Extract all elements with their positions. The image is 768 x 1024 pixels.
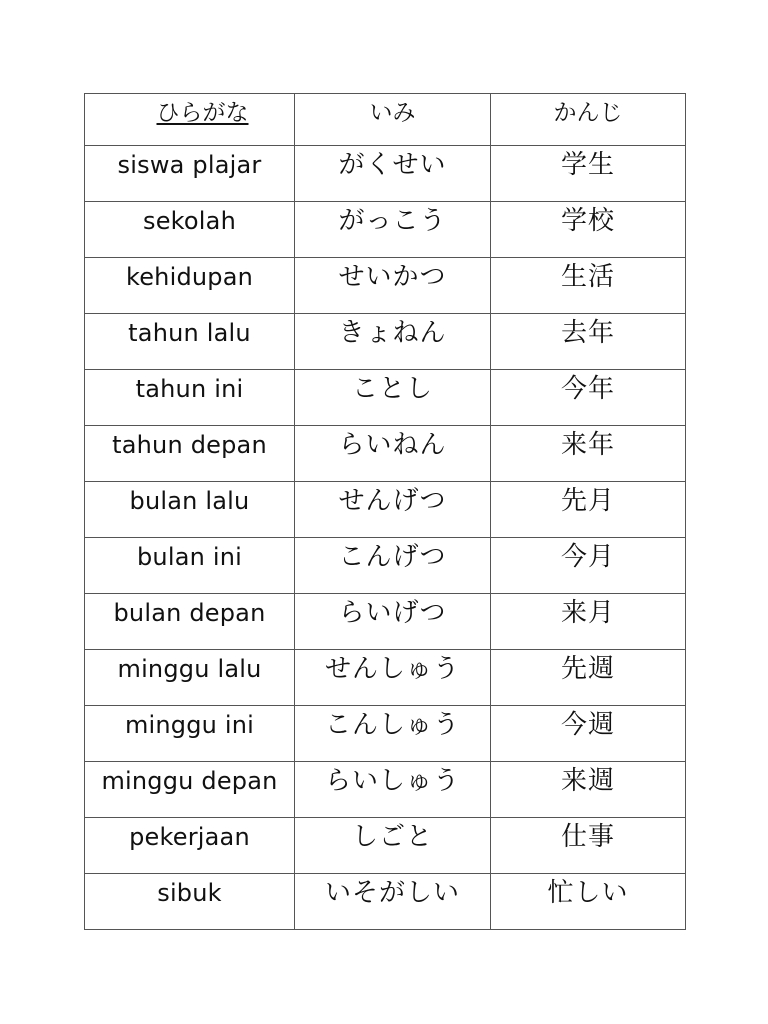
hiragana-cell — [295, 482, 491, 538]
hiragana-cell — [295, 594, 491, 650]
kanji-cell — [491, 594, 686, 650]
kanji-text: 学生 — [560, 150, 615, 180]
meaning-text: kehidupan — [125, 263, 254, 291]
hiragana-cell — [295, 818, 491, 874]
hiragana-text: がっこう — [338, 206, 447, 236]
header-cell-meaning — [295, 94, 491, 146]
meaning-text: pekerjaan — [129, 823, 250, 851]
hiragana-text: ことし — [351, 374, 433, 404]
meaning-text: sibuk — [157, 879, 222, 907]
kanji-text: 学校 — [560, 206, 615, 236]
kanji-text: 来年 — [560, 430, 615, 460]
kanji-text: 忙しい — [547, 878, 629, 908]
hiragana-cell — [295, 426, 491, 482]
kanji-cell — [491, 258, 686, 314]
meaning-cell — [85, 314, 295, 370]
kanji-text: 来月 — [560, 598, 615, 628]
table-row — [85, 146, 686, 202]
meaning-text: bulan ini — [136, 543, 242, 571]
meaning-text: minggu lalu — [117, 655, 262, 683]
kanji-cell — [491, 650, 686, 706]
table-row — [85, 650, 686, 706]
hiragana-text: せいかつ — [338, 262, 447, 292]
meaning-text: bulan depan — [113, 599, 266, 627]
meaning-cell — [85, 258, 295, 314]
table-row — [85, 762, 686, 818]
table-row — [85, 818, 686, 874]
hiragana-text: せんしゅう — [324, 654, 460, 684]
table-row — [85, 706, 686, 762]
meaning-text: bulan lalu — [129, 487, 250, 515]
meaning-cell — [85, 202, 295, 258]
table-row — [85, 482, 686, 538]
kanji-cell — [491, 762, 686, 818]
hiragana-cell — [295, 314, 491, 370]
hiragana-text: がくせい — [338, 150, 447, 180]
meaning-cell — [85, 426, 295, 482]
header-cell-kanji — [491, 94, 686, 146]
hiragana-cell — [295, 706, 491, 762]
meaning-text: tahun ini — [135, 375, 244, 403]
table-row — [85, 874, 686, 930]
meaning-cell — [85, 650, 295, 706]
meaning-cell — [85, 370, 295, 426]
kanji-cell — [491, 370, 686, 426]
kanji-cell — [491, 202, 686, 258]
meaning-cell — [85, 762, 295, 818]
meaning-cell — [85, 146, 295, 202]
kanji-cell — [491, 314, 686, 370]
kanji-text: 去年 — [560, 318, 615, 348]
hiragana-text: いそがしい — [324, 878, 460, 908]
kanji-text: 生活 — [560, 262, 615, 292]
table-row — [85, 202, 686, 258]
meaning-cell — [85, 706, 295, 762]
meaning-text: tahun lalu — [128, 319, 251, 347]
kanji-text: 先週 — [560, 654, 615, 684]
hiragana-text: らいしゅう — [324, 766, 460, 796]
header-kanji-label: かんじ — [553, 100, 623, 126]
table-row — [85, 258, 686, 314]
meaning-text: tahun depan — [112, 431, 267, 459]
table-header-row — [85, 94, 686, 146]
kanji-cell — [491, 538, 686, 594]
kanji-text: 来週 — [560, 766, 615, 796]
hiragana-cell — [295, 258, 491, 314]
table-row — [85, 314, 686, 370]
hiragana-text: きょねん — [338, 318, 447, 348]
vocabulary-table — [84, 93, 686, 930]
hiragana-cell — [295, 370, 491, 426]
hiragana-text: らいげつ — [338, 598, 447, 628]
header-hiragana-label: ひらがな — [156, 100, 249, 126]
hiragana-cell — [295, 874, 491, 930]
meaning-text: sekolah — [143, 207, 236, 235]
hiragana-cell — [295, 650, 491, 706]
meaning-text: minggu ini — [124, 711, 255, 739]
hiragana-text: こんげつ — [338, 542, 447, 572]
meaning-text: siswa plajar — [117, 151, 262, 179]
hiragana-cell — [295, 538, 491, 594]
header-cell-hiragana — [85, 94, 295, 146]
kanji-text: 今年 — [560, 374, 615, 404]
hiragana-cell — [295, 762, 491, 818]
hiragana-text: しごと — [351, 822, 433, 852]
meaning-cell — [85, 482, 295, 538]
kanji-cell — [491, 874, 686, 930]
kanji-text: 仕事 — [560, 822, 615, 852]
hiragana-cell — [295, 146, 491, 202]
kanji-text: 今週 — [560, 710, 615, 740]
kanji-cell — [491, 818, 686, 874]
table-row — [85, 370, 686, 426]
header-meaning-label: いみ — [369, 100, 416, 126]
kanji-cell — [491, 426, 686, 482]
kanji-text: 今月 — [560, 542, 615, 572]
kanji-cell — [491, 706, 686, 762]
meaning-cell — [85, 594, 295, 650]
meaning-cell — [85, 818, 295, 874]
kanji-text: 先月 — [560, 486, 615, 516]
hiragana-text: せんげつ — [338, 486, 447, 516]
table-row — [85, 426, 686, 482]
hiragana-cell — [295, 202, 491, 258]
meaning-text: minggu depan — [101, 767, 278, 795]
hiragana-text: こんしゅう — [324, 710, 460, 740]
kanji-cell — [491, 146, 686, 202]
meaning-cell — [85, 538, 295, 594]
table-row — [85, 538, 686, 594]
meaning-cell — [85, 874, 295, 930]
hiragana-text: らいねん — [338, 430, 447, 460]
table-row — [85, 594, 686, 650]
kanji-cell — [491, 482, 686, 538]
